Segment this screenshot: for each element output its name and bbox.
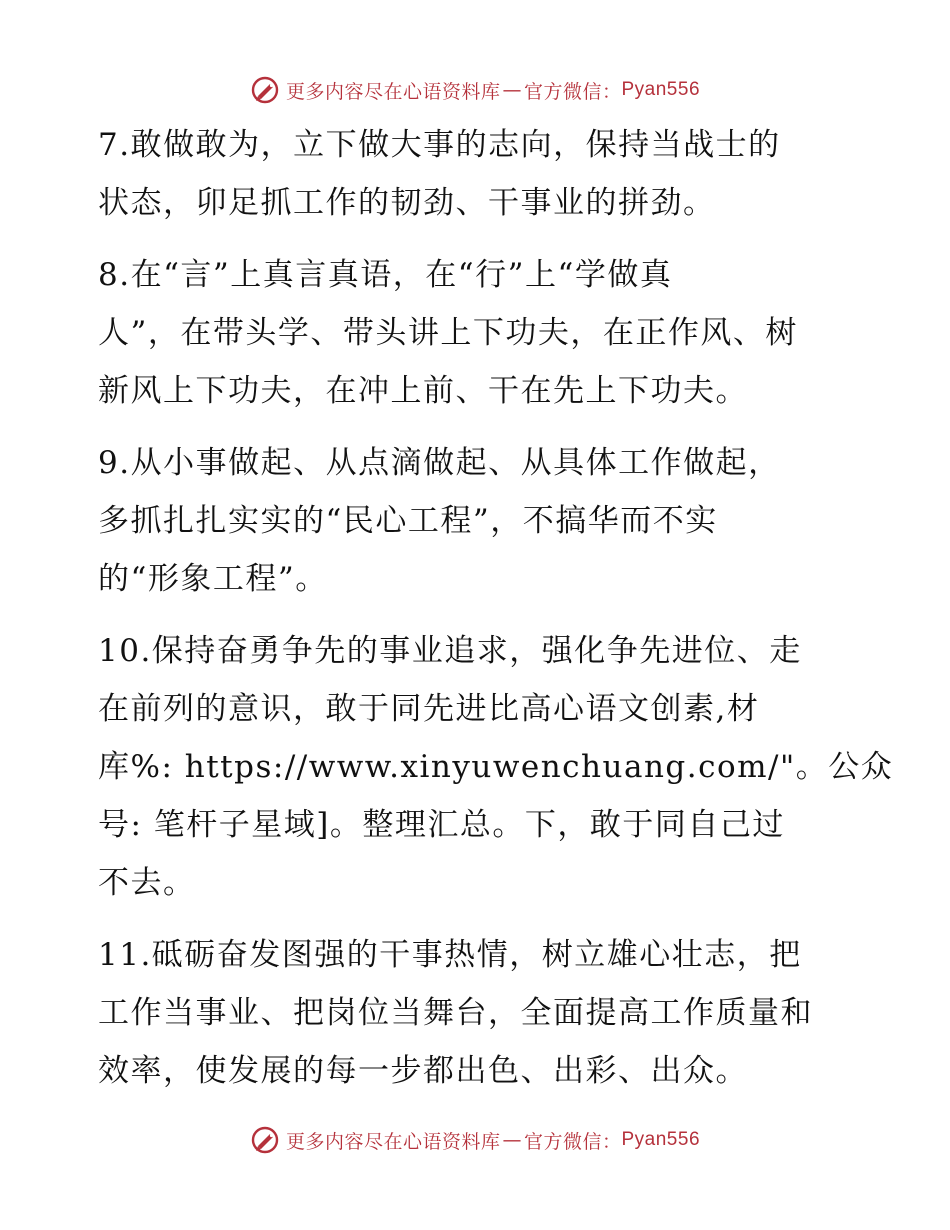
watermark-separator: — xyxy=(502,1129,522,1151)
watermark-text: 更多内容尽在心语资料库 xyxy=(285,80,501,103)
watermark-suffix: 官方微信： xyxy=(523,1130,622,1153)
paragraph-line: 10.保持奋勇争先的事业追求，强化争先进位、走 xyxy=(98,633,802,669)
paragraph-line: 工作当事业、把岗位当舞台，全面提高工作质量和 xyxy=(98,995,813,1031)
paragraph-line: 号: 笔杆子星域]。整理汇总。下，敢于同自己过 xyxy=(98,807,785,843)
footer-watermark xyxy=(0,1122,950,1158)
paragraph-line: 11.砥砺奋发图强的干事热情，树立雄心壮志，把 xyxy=(98,937,802,973)
paragraph-line: 多抓扎扎实实的“民心工程”，不搞华而不实 xyxy=(98,503,718,539)
paragraph-line: 8.在“言”上真言真语，在“行”上“学做真 xyxy=(98,257,673,293)
watermark-text: 更多内容尽在心语资料库 xyxy=(285,1130,501,1153)
paragraph-line: 新风上下功夫，在冲上前、干在先上下功夫。 xyxy=(98,373,748,409)
watermark-separator: — xyxy=(502,79,522,101)
paragraph-line: 人”，在带头学、带头讲上下功夫，在正作风、树 xyxy=(98,315,798,351)
paragraph xyxy=(98,246,858,420)
paragraph-line: 效率，使发展的每一步都出色、出彩、出众。 xyxy=(98,1053,748,1089)
watermark-wechat-id: Pyan556 xyxy=(621,79,701,100)
paragraph-line: 的“形象工程”。 xyxy=(98,561,328,597)
watermark-suffix: 官方微信： xyxy=(523,80,622,103)
paragraph-line: 9.从小事做起、从点滴做起、从具体工作做起， xyxy=(98,445,781,481)
paragraph xyxy=(98,434,858,608)
paragraph-line: 库%: https://www.xinyuwenchuang.com/"。公众 xyxy=(98,749,894,785)
header-watermark xyxy=(0,72,950,108)
paragraph-line: 不去。 xyxy=(98,865,196,901)
brand-logo-icon xyxy=(250,1125,280,1155)
brand-logo-icon xyxy=(250,75,280,105)
document-body xyxy=(98,116,894,1114)
paragraph-line: 7.敢做敢为，立下做大事的志向，保持当战士的 xyxy=(98,127,781,163)
watermark-wechat-id: Pyan556 xyxy=(621,1129,701,1150)
paragraph-line: 在前列的意识，敢于同先进比高心语文创素,材 xyxy=(98,691,760,727)
paragraph xyxy=(98,622,894,912)
paragraph-line: 状态，卯足抓工作的韧劲、干事业的拼劲。 xyxy=(98,185,716,221)
paragraph xyxy=(98,926,858,1100)
paragraph xyxy=(98,116,858,232)
